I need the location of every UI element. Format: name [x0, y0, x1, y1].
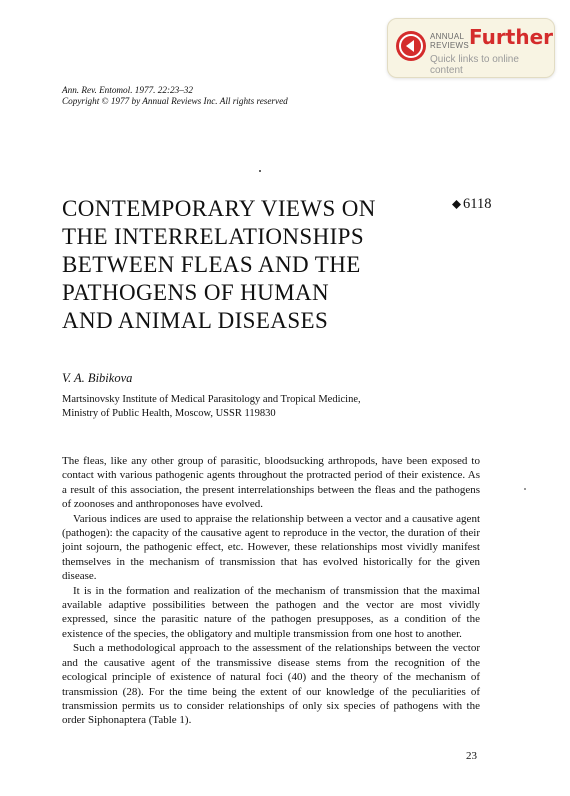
- body-paragraph: The fleas, like any other group of parasitic, bloodsucking arthropods, have been exposed to contact with various pathogenic agents throughout the protracted period of their existence. As a result of this association, the present interrelationships between the fleas and the pathogens of zoonoses and anthroponoses have evolved.: [62, 455, 480, 511]
- body-paragraph: It is in the formation and realization of the mechanism of transmission that the maximal available adaptive possibilities between the pathogen and the vector are most vividly expressed, since the parasitic nature of the pathogen presupposes, as a condition of the existence of the species, the obligatory and multiple transmission from one host to another.: [62, 584, 480, 640]
- title-line: PATHOGENS OF HUMAN: [62, 280, 330, 305]
- article-code-number: 6118: [463, 196, 492, 212]
- affiliation-line: Ministry of Public Health, Moscow, USSR 119830: [62, 408, 276, 419]
- affiliation-line: Martsinovsky Institute of Medical Parasitology and Tropical Medicine,: [62, 394, 361, 405]
- banner-further: Further: [469, 25, 553, 49]
- diamond-icon: [452, 200, 461, 209]
- body-paragraph: Such a methodological approach to the assessment of the relationships between the vector and the causative agent of the transmissive disease stems from the recognition of the ecological principle of existence of natural foci (40) and the theory of the mechanism of transmission (28). For the time being the extent of our knowledge of the peculiarities of transmission permits us to consider relationships of only six species of pathogens with the order Siphonaptera (Table 1).: [62, 642, 480, 727]
- banner-brand-line2: REVIEWS: [430, 41, 469, 50]
- author-name: V. A. Bibikova: [62, 371, 133, 385]
- annual-reviews-logo: [396, 31, 426, 61]
- body-text: [62, 454, 480, 728]
- banner-brand-line1: ANNUAL: [430, 32, 465, 41]
- further-banner[interactable]: [387, 18, 555, 78]
- banner-subtitle: Quick links to online content: [430, 54, 519, 76]
- author-affiliation: [62, 393, 361, 421]
- stray-mark: [524, 488, 526, 490]
- body-paragraph: Various indices are used to appraise the relationship between a vector and a causative agent (pathogen): the capacity of the causative agent to reproduce in the vector, the duration of their joint sojourn, the pathogenic effect, etc. However, these relationships most vividly manifest themselves in the mechanism of transmission that has evolved historically for the given disease.: [62, 512, 480, 583]
- stray-mark: [259, 170, 261, 172]
- page-number: 23: [466, 750, 477, 762]
- journal-citation: Ann. Rev. Entomol. 1977. 22:23–32: [62, 85, 193, 95]
- title-line: THE INTERRELATIONSHIPS: [62, 224, 365, 249]
- banner-brand: [430, 32, 469, 50]
- article-title: [62, 195, 422, 335]
- title-line: BETWEEN FLEAS AND THE: [62, 252, 361, 277]
- title-line: AND ANIMAL DISEASES: [62, 308, 329, 333]
- article-code: [452, 196, 491, 213]
- journal-copyright: Copyright © 1977 by Annual Reviews Inc. All rights reserved: [62, 96, 288, 106]
- title-line: CONTEMPORARY VIEWS ON: [62, 196, 376, 221]
- journal-header: [62, 85, 288, 107]
- play-arrow-icon: [396, 31, 426, 61]
